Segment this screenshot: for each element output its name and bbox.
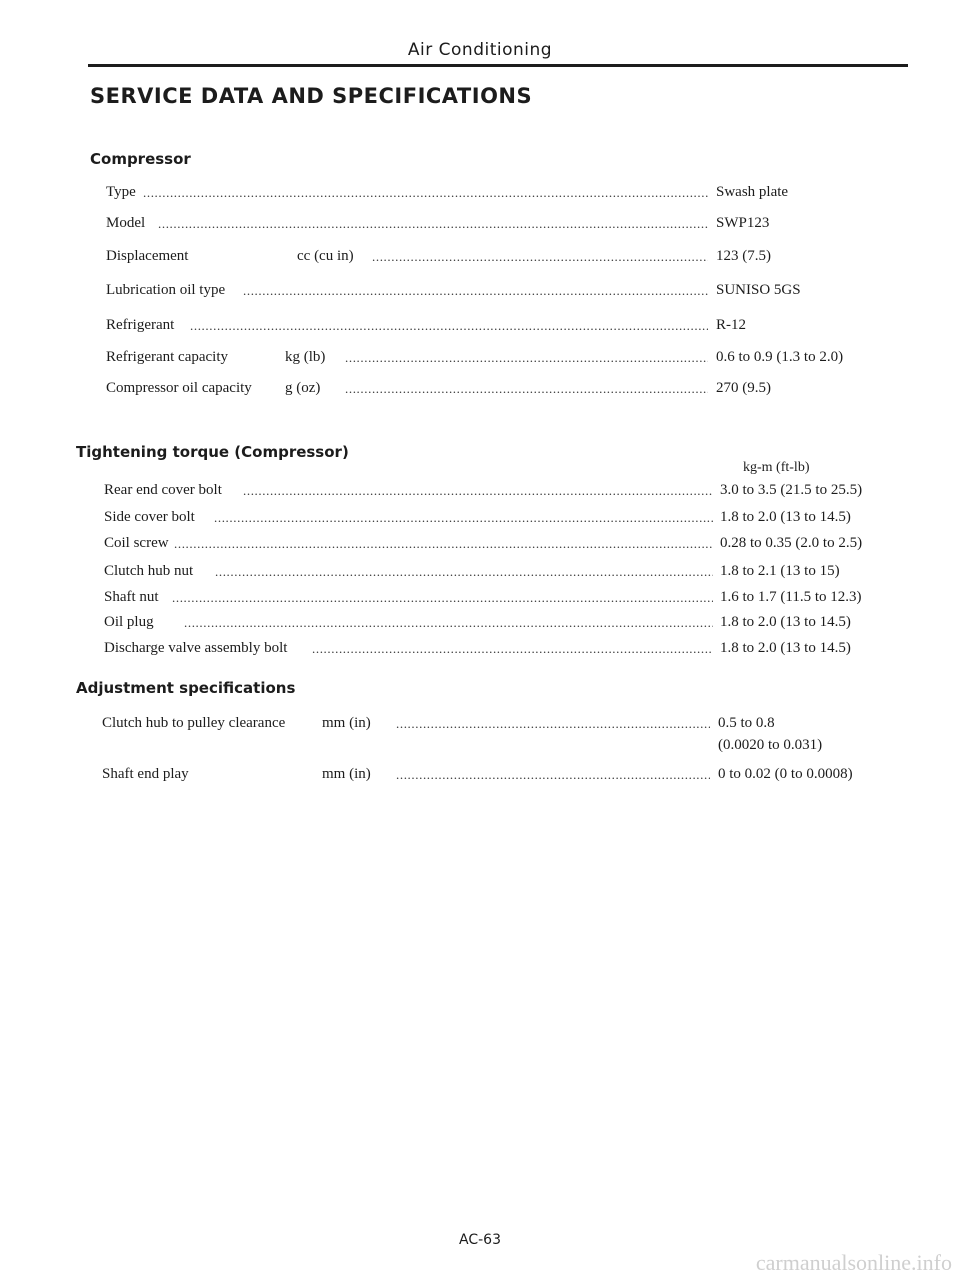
adjust-unit: mm (in)	[322, 715, 371, 731]
torque-label: Oil plug	[104, 614, 154, 630]
torque-row-shaft-nut	[0, 586, 960, 608]
leader-dots	[158, 212, 708, 234]
torque-label: Rear end cover bolt	[104, 482, 222, 498]
spec-row-refrigerant-capacity	[0, 346, 960, 368]
torque-row-rear-end-cover-bolt	[0, 479, 960, 501]
spec-label: Model	[106, 215, 146, 231]
torque-label: Clutch hub nut	[104, 563, 194, 579]
spec-value: SUNISO 5GS	[716, 282, 801, 298]
torque-row-oil-plug	[0, 611, 960, 633]
torque-row-coil-screw	[0, 532, 960, 554]
spec-unit: g (oz)	[285, 380, 321, 396]
spec-unit: kg (lb)	[285, 349, 326, 365]
spec-value: R-12	[716, 317, 746, 333]
leader-dots	[190, 314, 708, 336]
leader-dots	[184, 611, 713, 633]
adjust-value: 0 to 0.02 (0 to 0.0008)	[718, 766, 853, 782]
spec-row-displacement	[0, 245, 960, 267]
torque-value: 1.8 to 2.0 (13 to 14.5)	[720, 640, 851, 656]
watermark: carmanualsonline.info	[755, 1250, 952, 1275]
torque-label: Side cover bolt	[104, 509, 195, 525]
adjust-unit: mm (in)	[322, 766, 371, 782]
spec-label: Refrigerant	[106, 317, 175, 333]
adjust-label: Shaft end play	[102, 766, 189, 782]
spec-label: Refrigerant capacity	[106, 349, 229, 365]
leader-dots	[396, 763, 710, 785]
header-rule	[88, 64, 908, 67]
page-number: AC-63	[459, 1232, 501, 1248]
spec-unit: cc (cu in)	[297, 248, 354, 264]
page-title: SERVICE DATA AND SPECIFICATIONS	[90, 84, 533, 108]
leader-dots	[215, 560, 713, 582]
adjust-label: Clutch hub to pulley clearance	[102, 715, 286, 731]
spec-row-lubrication-oil-type	[0, 279, 960, 301]
spec-label: Type	[106, 184, 136, 200]
adjust-value-secondary: (0.0020 to 0.031)	[718, 737, 823, 753]
leader-dots	[174, 532, 713, 554]
torque-label: Coil screw	[104, 535, 169, 551]
torque-label: Shaft nut	[104, 589, 159, 605]
torque-row-side-cover-bolt	[0, 506, 960, 528]
spec-label: Lubrication oil type	[106, 282, 226, 298]
spec-value: 270 (9.5)	[716, 380, 771, 396]
leader-dots	[372, 245, 708, 267]
leader-dots	[243, 479, 713, 501]
spec-row-type	[0, 181, 960, 203]
spec-value: 0.6 to 0.9 (1.3 to 2.0)	[716, 349, 844, 365]
section-title-adjustment-specifications: Adjustment specifications	[76, 679, 296, 697]
section-title-compressor: Compressor	[90, 150, 191, 168]
adjust-row-clutch-hub-to-pulley-clearance	[0, 712, 960, 734]
leader-dots	[172, 586, 713, 608]
spec-row-refrigerant	[0, 314, 960, 336]
torque-value: 1.8 to 2.1 (13 to 15)	[720, 563, 840, 579]
torque-value: 1.6 to 1.7 (11.5 to 12.3)	[720, 589, 862, 605]
spec-row-model	[0, 212, 960, 234]
leader-dots	[143, 181, 708, 203]
leader-dots	[214, 506, 713, 528]
leader-dots	[345, 377, 708, 399]
leader-dots	[345, 346, 708, 368]
torque-row-discharge-valve-assembly-bolt	[0, 637, 960, 659]
spec-value: 123 (7.5)	[716, 248, 771, 264]
section-title-tightening-torque: Tightening torque (Compressor)	[76, 443, 349, 461]
torque-row-clutch-hub-nut	[0, 560, 960, 582]
leader-dots	[312, 637, 713, 659]
spec-label: Displacement	[106, 248, 189, 264]
adjust-value: 0.5 to 0.8	[718, 715, 775, 731]
torque-value: 3.0 to 3.5 (21.5 to 25.5)	[720, 482, 863, 498]
torque-value: 0.28 to 0.35 (2.0 to 2.5)	[720, 535, 863, 551]
adjust-row-shaft-end-play	[0, 763, 960, 785]
spec-value: SWP123	[716, 215, 770, 231]
running-header: Air Conditioning	[407, 40, 553, 60]
spec-label: Compressor oil capacity	[106, 380, 252, 396]
torque-value: 1.8 to 2.0 (13 to 14.5)	[720, 509, 851, 525]
torque-unit-header: kg-m (ft-lb)	[743, 460, 810, 475]
spec-row-compressor-oil-capacity	[0, 377, 960, 399]
leader-dots	[243, 279, 708, 301]
leader-dots	[396, 712, 710, 734]
torque-label: Discharge valve assembly bolt	[104, 640, 288, 656]
spec-value: Swash plate	[716, 184, 789, 200]
torque-value: 1.8 to 2.0 (13 to 14.5)	[720, 614, 851, 630]
